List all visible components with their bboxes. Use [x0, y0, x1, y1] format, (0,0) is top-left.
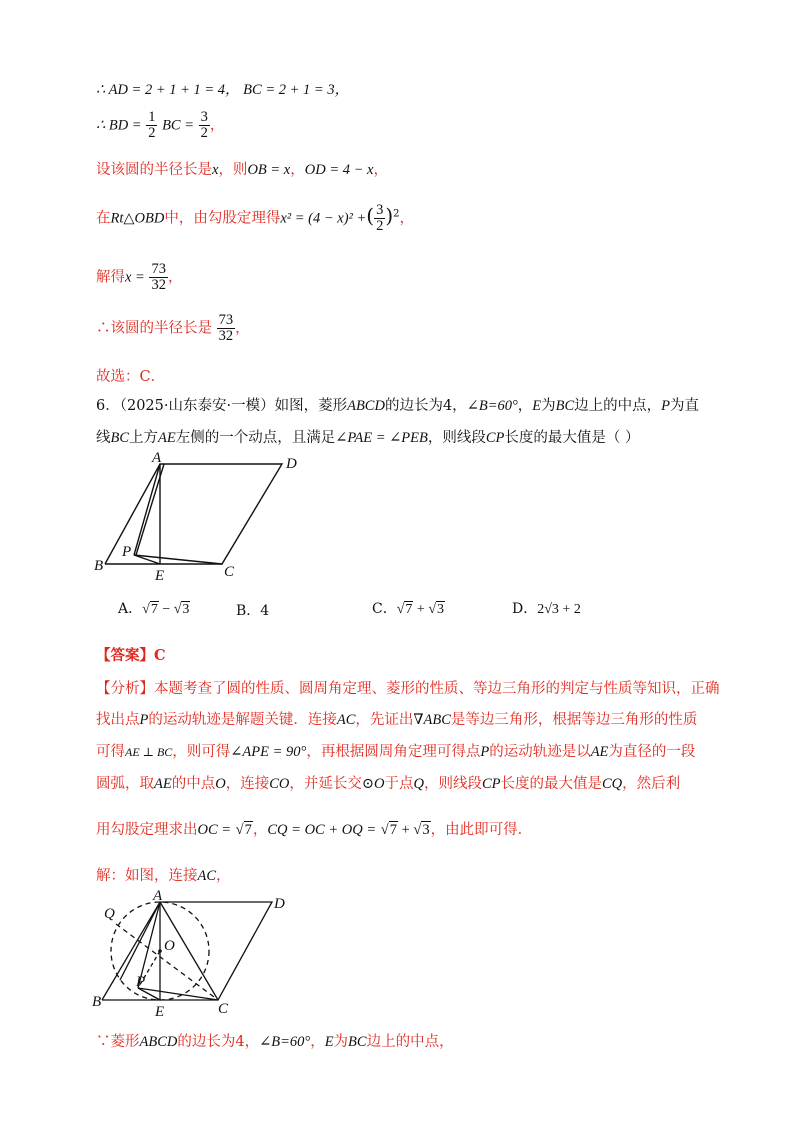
fraction-three-halves-2: $\frac{3}{2}$ — [376, 202, 384, 234]
fraction-half: $\frac{1}{2}$ — [148, 109, 156, 141]
option-c[interactable]: C．√7 + √3 — [372, 601, 444, 617]
rhombus-figure-1 — [92, 450, 312, 584]
question-6-line-1: 6．（2025·山东泰安·一模）如图，菱形ABCD的边长为4，∠B=60°，E为BC边上的中点，P为直 — [96, 398, 700, 414]
analysis-line-4: 圆弧，取AE的中点O，连接CO，并延长交⊙O于点Q，则线段CP长度的最大值是CQ，然后利 — [96, 776, 681, 792]
label-q: Q — [104, 906, 115, 922]
label-e: E — [155, 568, 165, 584]
math-bc: BC = — [162, 117, 195, 134]
solution-last-line: ∵菱形ABCD的边长为4，∠B=60°，E为BC边上的中点， — [96, 1034, 454, 1050]
option-d[interactable]: D．2√3 + 2 — [512, 601, 581, 617]
label-p-2: P — [136, 974, 146, 990]
segment-ap — [134, 464, 160, 555]
fraction-73-32: $\frac{73}{32}$ — [151, 261, 166, 293]
solution-choice: 故选：C． — [96, 369, 166, 385]
label-b: B — [94, 558, 104, 574]
rhombus-outline — [105, 464, 282, 564]
answer-label: 【答案】C — [96, 647, 166, 664]
label-o: O — [164, 938, 175, 954]
point-o — [158, 949, 162, 953]
solution-line-bd: ∴ BD = $\frac{1}{2}$ BC = $\frac{3}{2}$ ， — [96, 109, 225, 141]
label-a-2: A — [153, 888, 163, 904]
math-bd: ∴ BD = — [96, 117, 142, 134]
solution-line-ad-bc — [96, 78, 349, 99]
label-c-2: C — [218, 1001, 229, 1017]
fraction-73-32-2: $\frac{73}{32}$ — [218, 312, 234, 344]
solution-line-x: 解得x = $\frac{73}{32}$ ， — [96, 261, 183, 293]
option-b[interactable]: B．4 — [236, 603, 270, 619]
rhombus-figure-2 — [92, 888, 302, 1020]
label-d-2: D — [274, 896, 285, 912]
rhombus-outline-2 — [102, 902, 272, 1000]
solution-line-result: ∴该圆的半径长是 $\frac{73}{32}$ ， — [96, 312, 250, 344]
math-ad-bc: ∴ AD = 2 + 1 + 1 = 4， BC = 2 + 1 = 3， — [96, 82, 350, 98]
question-6-line-2: 线BC上方AE左侧的一个动点，且满足∠PAE = ∠PEB，则线段CP长度的最大值是（ ） — [96, 430, 640, 446]
label-b-2: B — [92, 994, 102, 1010]
segment-aq-line — [120, 902, 160, 980]
label-e-2: E — [155, 1004, 165, 1020]
option-a[interactable]: A．√7 − √3 — [118, 601, 190, 617]
label-c: C — [224, 564, 235, 580]
label-d: D — [286, 456, 297, 472]
solution-line-pythagoras: 在Rt△OBD中，由勾股定理得x² = (4 − x)² +( $\frac{3}{2}$ )$^2$， — [96, 202, 415, 234]
analysis-line-5: 用勾股定理求出OC = √7，CQ = OC + OQ = √7 + √3，由此即可得． — [96, 822, 533, 838]
solution-intro: 解：如图，连接AC， — [96, 868, 231, 884]
analysis-line-2: 找出点P的运动轨迹是解题关键．连接AC，先证出∇ABC是等边三角形，根据等边三角形的性质 — [96, 712, 698, 728]
solution-line-radius: 设该圆的半径长是x，则OB = x，OD = 4 − x， — [96, 162, 388, 178]
label-p: P — [122, 544, 132, 560]
analysis-line-3: 可得AE ⊥ BC，则可得∠APE = 90°，再根据圆周角定理可得点P的运动轨迹是以AE为直径的一段 — [96, 744, 696, 760]
label-a: A — [152, 450, 162, 466]
fraction-three-halves: $\frac{3}{2}$ — [200, 109, 208, 141]
analysis-line-1: 【分析】本题考查了圆的性质、圆周角定理、菱形的性质、等边三角形的判定与性质等知识，正确 — [96, 681, 720, 697]
segment-qc-dashed — [116, 924, 218, 1000]
